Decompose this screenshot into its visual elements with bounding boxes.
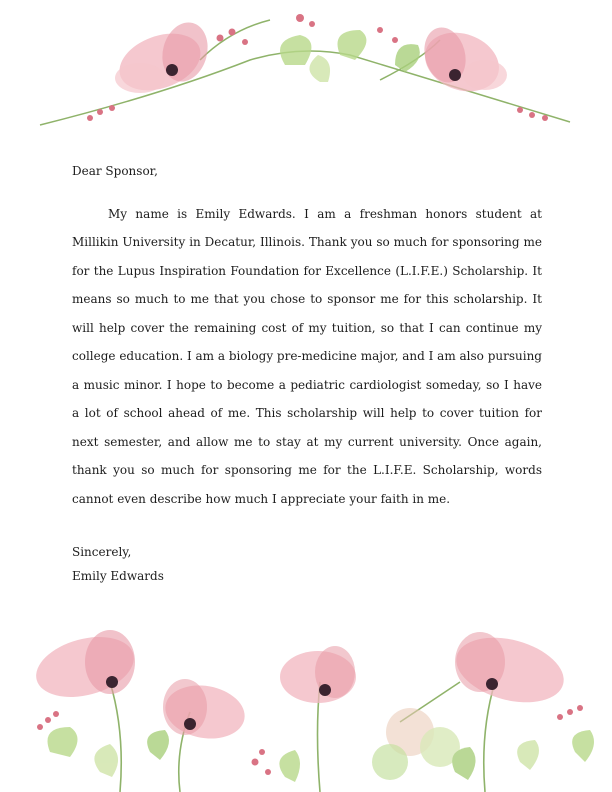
poppy-flower-icon — [161, 679, 249, 745]
bud-sprigs-icon — [37, 705, 583, 775]
top-floral-border — [0, 0, 612, 140]
poppy-flower-icon — [417, 23, 508, 102]
letter-body: My name is Emily Edwards. I am a freshman honors student at Millikin University in Decatur, Illinois. Thank you so much for sponsoring me for the Lupus Inspiration Foundation for Excellence (L.I.F.E.) Scholarship. It means so much to me that you chose to sponsor me for this scholarship. It will help cover the remaining cost of my tuition, so that I can continue my college education. I am a biology pre-medicine major, and I am also pursuing a music minor. I hope to become a pediatric cardiologist someday, so I have a lot of school ahead of me. This scholarship will help to cover tuition for next semester, and allow me to stay at my current university. Once again, thank you so much for sponsoring me for the L.I.F.E. Scholarship, words cannot even describe how much I appreciate your faith in me. — [72, 206, 542, 506]
closing: Sincerely, — [72, 545, 132, 559]
poppy-flower-icon — [449, 627, 571, 713]
closing-block — [72, 540, 542, 588]
poppy-flower-icon — [29, 627, 140, 707]
ginkgo-leaf-icon — [280, 30, 420, 82]
greeting: Dear Sponsor, — [72, 164, 158, 178]
bottom-floral-border — [0, 622, 612, 792]
poppy-flower-icon — [112, 17, 214, 100]
ginkgo-leaf-icon — [48, 708, 595, 782]
poppy-flower-icon — [280, 646, 356, 703]
signature: Emily Edwards — [72, 569, 164, 583]
letter — [72, 157, 542, 588]
